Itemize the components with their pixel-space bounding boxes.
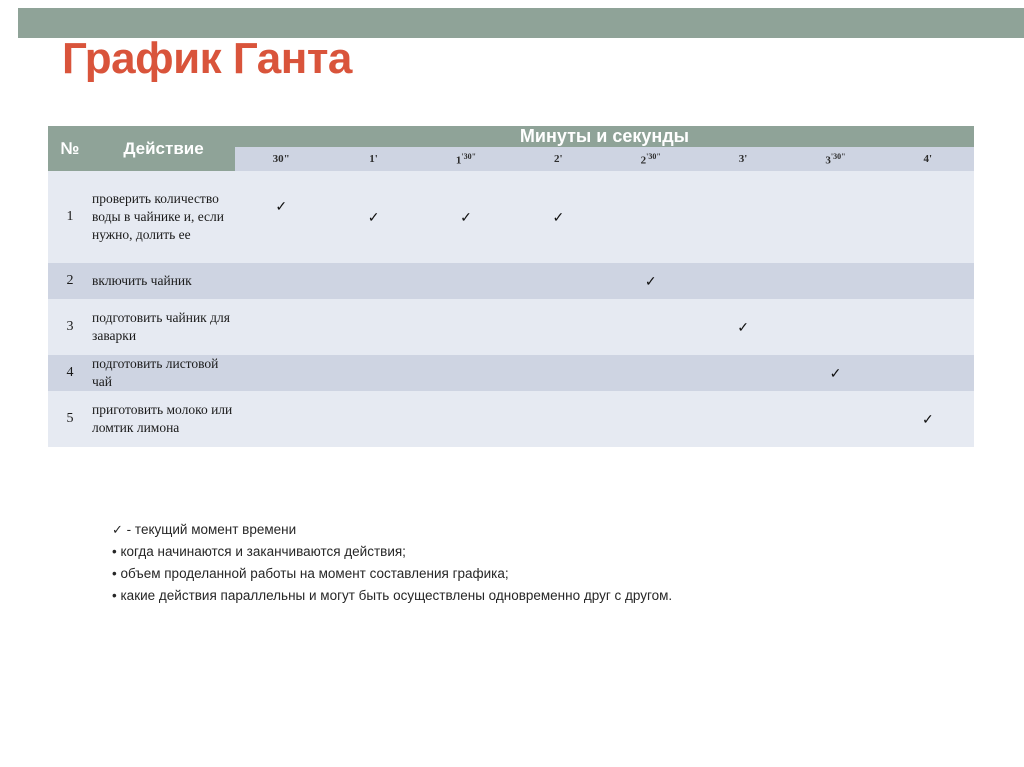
row-action-cell: проверить количество воды в чайнике и, если нужно, долить ее	[92, 171, 235, 263]
table-row	[48, 171, 974, 263]
gantt-cell-r3-c8[interactable]	[882, 299, 974, 355]
row-action-cell: подготовить листовой чай	[92, 355, 235, 391]
gantt-cell-r1-c6[interactable]	[697, 171, 789, 263]
time-tick-value: 2'	[554, 153, 563, 165]
gantt-cell-r1-c7[interactable]	[789, 171, 881, 263]
time-tick-header-2	[327, 147, 419, 171]
table-row	[48, 391, 974, 447]
gantt-cell-r5-c8[interactable]	[882, 391, 974, 447]
gantt-chart-table	[48, 126, 974, 447]
gantt-cell-r4-c6[interactable]	[697, 355, 789, 391]
gantt-cell-r3-c1[interactable]	[235, 299, 327, 355]
legend-bullet-3: • какие действия параллельны и могут быть осуществлены одновременно друг с другом.	[112, 587, 673, 603]
gantt-cell-r2-c8[interactable]	[882, 263, 974, 299]
time-tick-seconds: '30"	[461, 151, 477, 161]
legend-check-note: - текущий момент времени	[126, 522, 297, 537]
gantt-cell-r5-c1[interactable]	[235, 391, 327, 447]
checkmark-icon: ✓	[921, 411, 934, 427]
time-tick-header-3	[420, 147, 512, 171]
page-title: График Ганта	[62, 34, 352, 83]
gantt-cell-r2-c4[interactable]	[512, 263, 604, 299]
time-tick-header-4	[512, 147, 604, 171]
row-number-cell: 4	[48, 355, 92, 391]
row-number-cell: 1	[48, 171, 92, 263]
time-tick-value: 3	[825, 154, 831, 167]
checkmark-icon: ✓	[460, 209, 472, 225]
gantt-cell-r4-c1[interactable]	[235, 355, 327, 391]
table-header	[48, 126, 974, 171]
gantt-cell-r5-c5[interactable]	[605, 391, 697, 447]
time-tick-value: 30"	[272, 153, 290, 165]
table-body	[48, 171, 974, 447]
time-tick-header-5	[605, 147, 697, 171]
row-number-cell: 3	[48, 299, 92, 355]
row-number-cell: 2	[48, 263, 92, 299]
row-action-cell: приготовить молоко или ломтик лимона	[92, 391, 235, 447]
gantt-cell-r3-c4[interactable]	[512, 299, 604, 355]
gantt-cell-r1-c3[interactable]	[420, 171, 512, 263]
table-header-row-top	[48, 126, 974, 147]
gantt-cell-r4-c2[interactable]	[327, 355, 419, 391]
gantt-cell-r2-c5[interactable]	[605, 263, 697, 299]
checkmark-icon: ✓	[644, 273, 657, 289]
time-tick-seconds: '30"	[830, 151, 846, 161]
gantt-cell-r4-c5[interactable]	[605, 355, 697, 391]
time-tick-header-6	[697, 147, 789, 171]
gantt-cell-r5-c6[interactable]	[697, 391, 789, 447]
time-tick-value: 4'	[923, 153, 933, 165]
gantt-cell-r2-c1[interactable]	[235, 263, 327, 299]
gantt-cell-r3-c5[interactable]	[605, 299, 697, 355]
gantt-cell-r2-c7[interactable]	[789, 263, 881, 299]
time-tick-header-1	[235, 147, 327, 171]
gantt-cell-r1-c4[interactable]	[512, 171, 604, 263]
column-header-action: Действие	[92, 126, 235, 171]
table-row	[48, 299, 974, 355]
gantt-cell-r3-c3[interactable]	[420, 299, 512, 355]
checkmark-icon: ✓	[737, 319, 749, 335]
time-tick-header-7	[789, 147, 881, 171]
gantt-cell-r3-c6[interactable]	[697, 299, 789, 355]
gantt-cell-r5-c3[interactable]	[420, 391, 512, 447]
gantt-cell-r3-c7[interactable]	[789, 299, 881, 355]
legend	[112, 519, 672, 606]
time-tick-header-8	[882, 147, 974, 171]
time-tick-value: 1'	[369, 153, 378, 165]
row-action-cell: включить чайник	[92, 263, 235, 299]
time-tick-seconds: '30"	[646, 151, 661, 161]
gantt-cell-r5-c7[interactable]	[789, 391, 881, 447]
gantt-cell-r1-c5[interactable]	[605, 171, 697, 263]
column-header-time-group: Минуты и секунды	[235, 126, 974, 147]
time-tick-value: 2	[640, 154, 647, 167]
checkmark-icon: ✓	[552, 209, 565, 225]
gantt-cell-r4-c7[interactable]	[789, 355, 881, 391]
checkmark-icon: ✓	[829, 365, 842, 381]
gantt-cell-r1-c1[interactable]	[235, 171, 327, 263]
gantt-cell-r2-c2[interactable]	[327, 263, 419, 299]
checkmark-icon: ✓	[112, 522, 123, 537]
table-row	[48, 263, 974, 299]
gantt-cell-r4-c3[interactable]	[420, 355, 512, 391]
row-number-cell: 5	[48, 391, 92, 447]
gantt-cell-r4-c4[interactable]	[512, 355, 604, 391]
row-action-cell: подготовить чайник для заварки	[92, 299, 235, 355]
legend-bullet-2: • объем проделанной работы на момент составления графика;	[112, 565, 509, 581]
gantt-cell-r5-c4[interactable]	[512, 391, 604, 447]
checkmark-icon: ✓	[275, 198, 288, 214]
gantt-cell-r3-c2[interactable]	[327, 299, 419, 355]
gantt-cell-r4-c8[interactable]	[882, 355, 974, 391]
gantt-cell-r1-c2[interactable]	[327, 171, 419, 263]
gantt-cell-r1-c8[interactable]	[882, 171, 974, 263]
table-row	[48, 355, 974, 391]
time-tick-value: 3'	[738, 153, 748, 165]
gantt-cell-r2-c6[interactable]	[697, 263, 789, 299]
legend-bullet-1: • когда начинаются и заканчиваются действия;	[112, 543, 406, 559]
gantt-cell-r2-c3[interactable]	[420, 263, 512, 299]
legend-bullet-list	[112, 541, 672, 607]
legend-check-line	[112, 519, 672, 541]
gantt-cell-r5-c2[interactable]	[327, 391, 419, 447]
column-header-number: №	[48, 126, 92, 171]
time-tick-value: 1	[455, 154, 462, 167]
checkmark-icon: ✓	[367, 209, 380, 225]
